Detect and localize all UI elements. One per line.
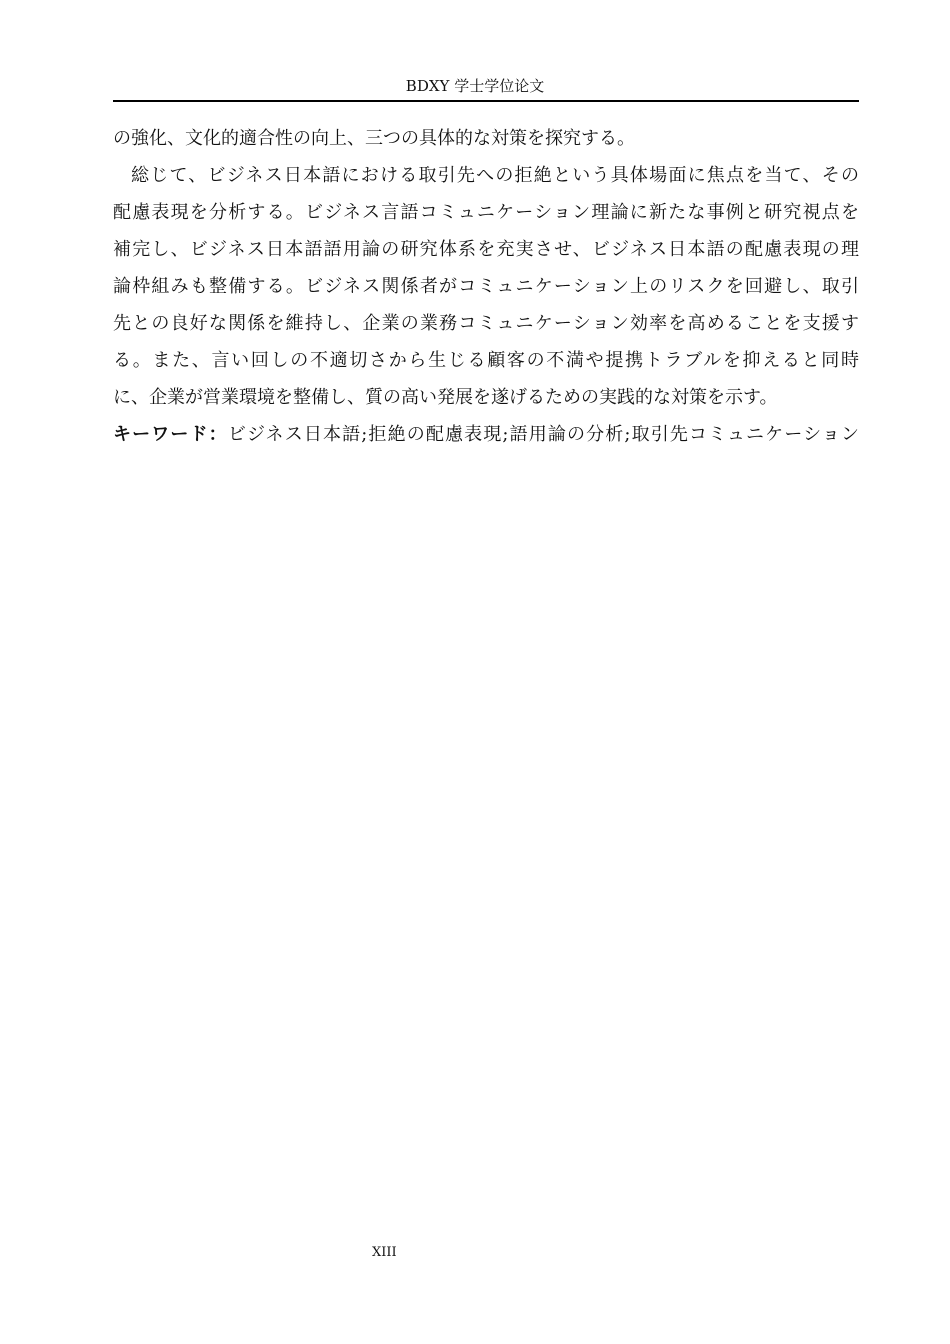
abstract-body: [113, 120, 859, 453]
body-line-8: に、企業が営業環境を整備し、質の高い発展を遂げるための実践的な対策を示す。: [113, 387, 778, 408]
keywords-line: [113, 416, 859, 453]
header-rule: [113, 100, 859, 102]
keywords-text: ビジネス日本語;拒絶の配慮表現;語用論の分析;取引先コミュニケーション: [227, 424, 860, 445]
body-line-5: 論枠組みも整備する。ビジネス関係者がコミュニケーション上のリスクを回避し、取引: [113, 276, 859, 297]
body-line-1: の強化、文化的適合性の向上、三つの具体的な対策を探究する。: [113, 128, 635, 149]
running-header-title: BDXY 学士学位论文: [405, 77, 545, 95]
body-line-2: 総じて、ビジネス日本語における取引先への拒絶という具体場面に焦点を当て、その: [131, 165, 859, 186]
body-line-3: 配慮表現を分析する。ビジネス言語コミュニケーション理論に新たな事例と研究視点を: [113, 202, 859, 223]
body-line-6: 先との良好な関係を維持し、企業の業務コミュニケーション効率を高めることを支援す: [113, 313, 859, 334]
body-line-4: 補完し、ビジネス日本語語用論の研究体系を充実させ、ビジネス日本語の配慮表現の理: [113, 239, 859, 260]
body-line-7: る。また、言い回しの不適切さから生じる顧客の不満や提携トラブルを抑えると同時: [113, 350, 859, 371]
page-number: XIII: [372, 1245, 397, 1260]
keywords-label: キーワード：: [113, 424, 228, 445]
